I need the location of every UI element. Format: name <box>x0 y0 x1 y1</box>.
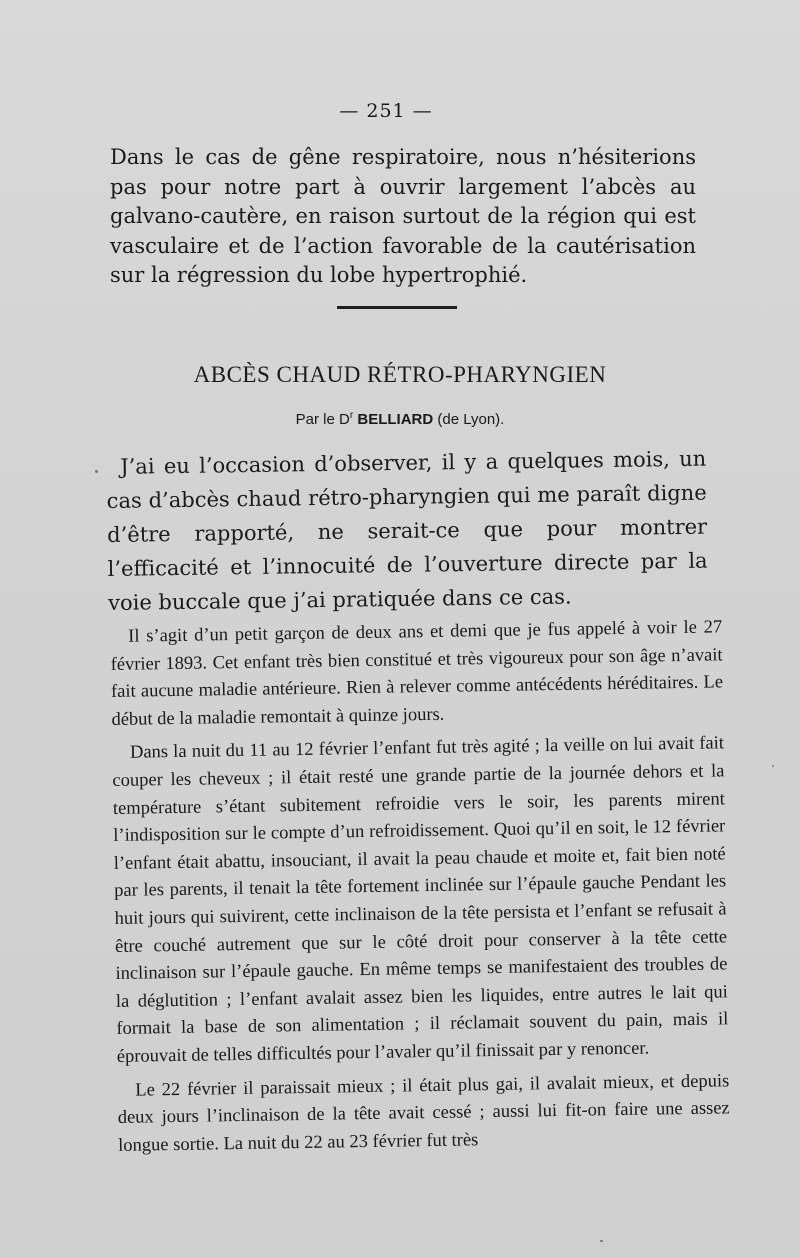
paper-speck <box>95 470 98 473</box>
byline-suffix: (de Lyon). <box>437 411 505 428</box>
article-title: ABCÈS CHAUD RÉTRO-PHARYNGIEN <box>193 362 607 387</box>
article-byline <box>0 410 800 428</box>
byline-superscript: r <box>349 410 354 421</box>
body-paragraph: Il s’agit d’un petit garçon de deux ans et demi que je fus appelé à voir le 27 février 1893. Cet enfant très bien constitué et très vigoureux pour son âge n’avait fait aucune maladie antérieure. Rien à relever comme antécédents héréditaires. Le début de la maladie remontait à quinze jours. <box>110 617 724 730</box>
byline-prefix: Par le D <box>295 411 350 428</box>
page-number: — 251 — <box>339 100 433 122</box>
paper-speck <box>772 765 774 767</box>
body-text <box>110 614 730 1166</box>
intro-paragraph: Dans le cas de gêne respiratoire, nous n’hésiterions pas pour notre part à ouvrir largement l’abcès au galvano-cautère, en raison surtout de la région qui est vasculaire et de l’action favorable de la cautérisation sur la régression du lobe hypertrophié. <box>110 145 696 287</box>
body-paragraph: Le 22 février il paraissait mieux ; il était plus gai, il avalait mieux, et depuis deux jours l’inclinaison de la tête avait cessé ; aussi lui fit-on faire une assez longue sortie. La nuit du 22 au 23 février fut très <box>117 1070 730 1156</box>
body-paragraph: Dans la nuit du 11 au 12 février l’enfant fut très agité ; la veille on lui avait fait couper les cheveux ; il était resté une grande partie de la journée dehors et la température s’étant subitement refroidie vers le soir, les parents mirent l’indisposition sur le compte d’un refroidissement. Quoi qu’il en soit, le 12 février l’enfant était abattu, insouciant, il avait la peau chaude et moite et, fait bien noté par les parents, il tenait la tête fortement inclinée sur l’épaule gauche Pendant les huit jours qui suivirent, cette inclinaison de la tête persista et l’enfant se refusait à être couché autrement que sur le côté droit pour conserver à la tête cette inclinaison sur l’épaule gauche. En même temps se manifestaient des troubles de la déglutition ; l’enfant avalait assez bien les liquides, entre autres le lait qui formait la base de son alimentation ; il réclamait souvent du pain, mais il éprouvait de telles difficultés pour l’avaler qu’il finissait par y renoncer. <box>112 733 729 1067</box>
lead-paragraph: J’ai eu l’occasion d’observer, il y a quelques mois, un cas d’abcès chaud rétro-pharyngien qui me paraît digne d’être rapporté, ne serait-ce que pour montrer l’efficacité et l’innocuité de l’ouverture directe par la voie buccale que j’ai pratiquée dans ce cas. <box>106 446 708 615</box>
section-divider <box>337 306 457 309</box>
lead-block <box>106 442 708 620</box>
paper-speck <box>600 1240 603 1242</box>
byline-author: BELLIARD <box>357 411 434 428</box>
